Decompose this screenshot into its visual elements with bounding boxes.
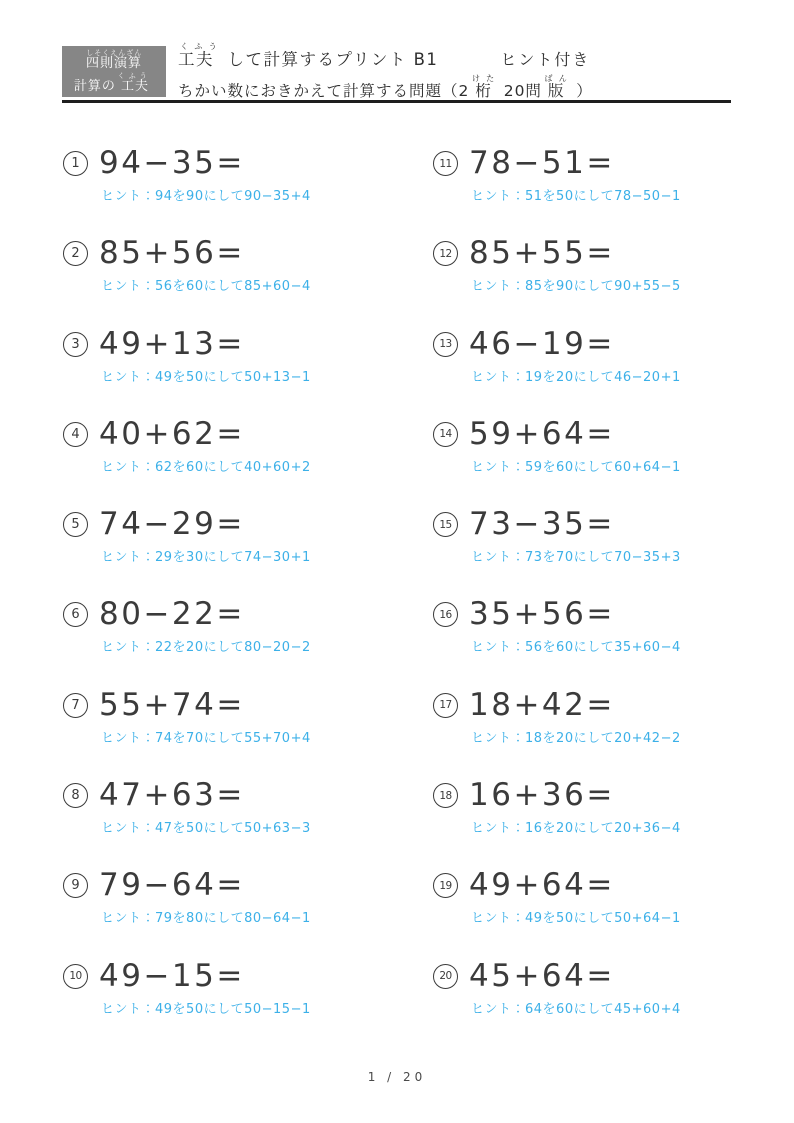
problem-number: 17 bbox=[433, 693, 458, 718]
problem-expression: 85+55= bbox=[469, 235, 615, 272]
problem-item bbox=[63, 235, 393, 328]
problem-expression: 74−29= bbox=[99, 506, 245, 543]
problem-hint bbox=[101, 822, 393, 836]
problem-item bbox=[63, 777, 393, 870]
title-block bbox=[178, 42, 593, 101]
problem-expression: 18+42= bbox=[469, 686, 615, 723]
hint-label: ヒント： bbox=[101, 459, 156, 475]
problem-hint bbox=[471, 1003, 763, 1017]
hint-text: 29を30にして74−30+1 bbox=[155, 550, 311, 566]
problem-hint bbox=[471, 190, 763, 204]
badge-line-1 bbox=[86, 49, 142, 71]
problem-hint bbox=[101, 461, 393, 475]
hint-label: ヒント： bbox=[101, 189, 156, 204]
problem-expression: 55+74= bbox=[99, 686, 245, 723]
problem-expression: 80−22= bbox=[99, 596, 245, 633]
problem-number: 10 bbox=[63, 964, 88, 989]
category-badge bbox=[62, 46, 166, 97]
hint-text: 74を70にして55+70+4 bbox=[155, 730, 311, 746]
problem-expression: 40+62= bbox=[99, 415, 245, 452]
hint-text: 56を60にして85+60−4 bbox=[155, 279, 311, 295]
hint-label: ヒント： bbox=[471, 1001, 526, 1017]
subtitle-ruby2-furigana: ばん bbox=[541, 74, 571, 83]
worksheet-header bbox=[0, 0, 794, 110]
hint-label: ヒント： bbox=[471, 550, 526, 566]
hint-label: ヒント： bbox=[471, 821, 526, 837]
problem-expression: 59+64= bbox=[469, 415, 615, 452]
page-subtitle bbox=[178, 74, 593, 101]
page-title bbox=[178, 42, 438, 70]
problem-hint bbox=[101, 912, 393, 926]
problem-item bbox=[433, 686, 763, 780]
problem-expression: 45+64= bbox=[469, 957, 615, 994]
problem-number: 5 bbox=[63, 512, 88, 537]
badge-subcategory-furigana: くふう bbox=[115, 72, 149, 80]
problem-number: 1 bbox=[63, 151, 88, 176]
subtitle-ruby2-base: 版 bbox=[547, 82, 565, 100]
hint-text: 62を60にして40+60+2 bbox=[155, 459, 311, 475]
problem-item bbox=[433, 145, 763, 238]
hint-label: ヒント： bbox=[471, 911, 526, 927]
problem-expression: 94−35= bbox=[99, 145, 245, 181]
hint-text: 73を70にして70−35+3 bbox=[525, 550, 681, 566]
problem-hint bbox=[101, 732, 393, 746]
badge-subcategory-prefix: 計算の bbox=[73, 79, 116, 94]
problem-hint bbox=[101, 371, 393, 385]
header-divider bbox=[62, 100, 731, 103]
hint-text: 94を90にして90−35+4 bbox=[155, 189, 311, 204]
hint-label: ヒント： bbox=[101, 730, 156, 746]
problem-number: 6 bbox=[63, 602, 88, 627]
hint-text: 64を60にして45+60+4 bbox=[525, 1001, 681, 1017]
hint-text: 16を20にして20+36−4 bbox=[525, 821, 681, 837]
hint-label: ヒント： bbox=[101, 640, 156, 656]
problem-number: 18 bbox=[433, 783, 458, 808]
problem-item bbox=[63, 596, 393, 689]
problem-hint bbox=[471, 732, 763, 746]
problem-number: 9 bbox=[63, 873, 88, 898]
hint-text: 51を50にして78−50−1 bbox=[525, 189, 681, 204]
hint-text: 79を80にして80−64−1 bbox=[155, 911, 311, 927]
hint-label: ヒント： bbox=[471, 730, 526, 746]
problem-item bbox=[63, 325, 393, 419]
page-number: 1 / 20 bbox=[367, 1070, 427, 1084]
problem-number: 14 bbox=[433, 422, 458, 447]
subtitle-ruby1-base: 桁 bbox=[475, 82, 492, 100]
problems-col-left bbox=[63, 145, 393, 1051]
hint-label: ヒント： bbox=[471, 640, 526, 656]
problem-hint bbox=[471, 280, 763, 294]
hint-text: 19を20にして46−20+1 bbox=[525, 369, 681, 385]
problems-col-right bbox=[433, 145, 763, 1051]
problem-number: 8 bbox=[63, 783, 88, 808]
problem-expression: 46−19= bbox=[469, 325, 615, 362]
problem-number: 2 bbox=[63, 241, 88, 266]
badge-category-furigana: しそくえんざん bbox=[85, 49, 142, 58]
problem-number: 7 bbox=[63, 693, 88, 718]
title-ruby-base: 工夫 bbox=[178, 50, 214, 69]
hint-label: ヒント： bbox=[101, 369, 156, 385]
subtitle-part1: ちかい数におきかえて計算する問題（2 bbox=[178, 82, 470, 100]
problem-expression: 49−15= bbox=[99, 957, 245, 994]
hint-label: ヒント： bbox=[101, 821, 156, 837]
hint-label: ヒント： bbox=[101, 911, 156, 927]
hint-text: 49を50にして50+64−1 bbox=[525, 911, 681, 927]
problem-hint bbox=[101, 190, 393, 204]
problem-number: 20 bbox=[433, 964, 458, 989]
problem-item bbox=[63, 145, 393, 238]
hint-label: ヒント： bbox=[101, 550, 156, 566]
problem-expression: 85+56= bbox=[99, 235, 245, 272]
problem-item bbox=[63, 867, 393, 960]
hint-text: 59を60にして60+64−1 bbox=[525, 459, 681, 475]
problem-hint bbox=[471, 551, 763, 565]
problem-hint bbox=[471, 912, 763, 926]
badge-line-2 bbox=[74, 72, 154, 94]
problem-hint bbox=[471, 822, 763, 836]
problem-expression: 78−51= bbox=[469, 145, 615, 181]
problem-expression: 16+36= bbox=[469, 777, 615, 814]
problem-item bbox=[63, 686, 393, 780]
problem-number: 12 bbox=[433, 241, 458, 266]
hint-label: ヒント： bbox=[101, 279, 156, 295]
subtitle-part3: ） bbox=[576, 82, 593, 100]
problem-expression: 49+13= bbox=[99, 325, 245, 362]
title-rest: して計算するプリント B1 bbox=[227, 50, 439, 69]
problem-number: 11 bbox=[433, 151, 458, 176]
problem-number: 19 bbox=[433, 873, 458, 898]
problem-expression: 35+56= bbox=[469, 596, 615, 633]
problem-number: 4 bbox=[63, 422, 88, 447]
problem-number: 16 bbox=[433, 602, 458, 627]
problem-expression: 47+63= bbox=[99, 777, 245, 814]
problem-hint bbox=[101, 280, 393, 294]
title-ruby-furigana: くふう bbox=[178, 42, 221, 51]
problem-expression: 73−35= bbox=[469, 506, 615, 543]
problem-item bbox=[433, 777, 763, 870]
hint-label: ヒント： bbox=[471, 279, 526, 295]
hint-text: 85を90にして90+55−5 bbox=[525, 279, 681, 295]
hint-label: ヒント： bbox=[471, 189, 526, 204]
hint-label: ヒント： bbox=[471, 369, 526, 385]
problem-hint bbox=[471, 371, 763, 385]
problem-item bbox=[433, 506, 763, 599]
hint-text: 22を20にして80−20−2 bbox=[155, 640, 311, 656]
problem-item bbox=[433, 957, 763, 1051]
problem-hint bbox=[471, 461, 763, 475]
problem-item bbox=[433, 235, 763, 328]
problem-item bbox=[433, 867, 763, 960]
problem-expression: 79−64= bbox=[99, 867, 245, 904]
hint-text: 18を20にして20+42−2 bbox=[525, 730, 681, 746]
problem-item bbox=[433, 596, 763, 689]
problem-number: 3 bbox=[63, 332, 88, 357]
hint-text: 56を60にして35+60−4 bbox=[525, 640, 681, 656]
problem-item bbox=[433, 415, 763, 509]
hint-availability-tag: ヒント付き bbox=[500, 50, 591, 69]
hint-text: 49を50にして50−15−1 bbox=[155, 1001, 311, 1017]
badge-subcategory-ruby: 工夫 bbox=[121, 79, 150, 94]
hint-label: ヒント： bbox=[471, 459, 526, 475]
problem-hint bbox=[101, 641, 393, 655]
problem-item bbox=[63, 506, 393, 599]
hint-text: 47を50にして50+63−3 bbox=[155, 821, 311, 837]
problem-hint bbox=[471, 641, 763, 655]
badge-category-text: 四則演算 bbox=[85, 56, 142, 72]
problem-item bbox=[433, 325, 763, 419]
problem-item bbox=[63, 415, 393, 509]
problem-number: 15 bbox=[433, 512, 458, 537]
hint-text: 49を50にして50+13−1 bbox=[155, 369, 311, 385]
problem-expression: 49+64= bbox=[469, 867, 615, 904]
problem-number: 13 bbox=[433, 332, 458, 357]
subtitle-part2: 20問 bbox=[503, 82, 542, 100]
problem-hint bbox=[101, 1003, 393, 1017]
problem-hint bbox=[101, 551, 393, 565]
subtitle-ruby1-furigana: けた bbox=[469, 74, 498, 83]
hint-label: ヒント： bbox=[101, 1001, 156, 1017]
problem-item bbox=[63, 957, 393, 1051]
